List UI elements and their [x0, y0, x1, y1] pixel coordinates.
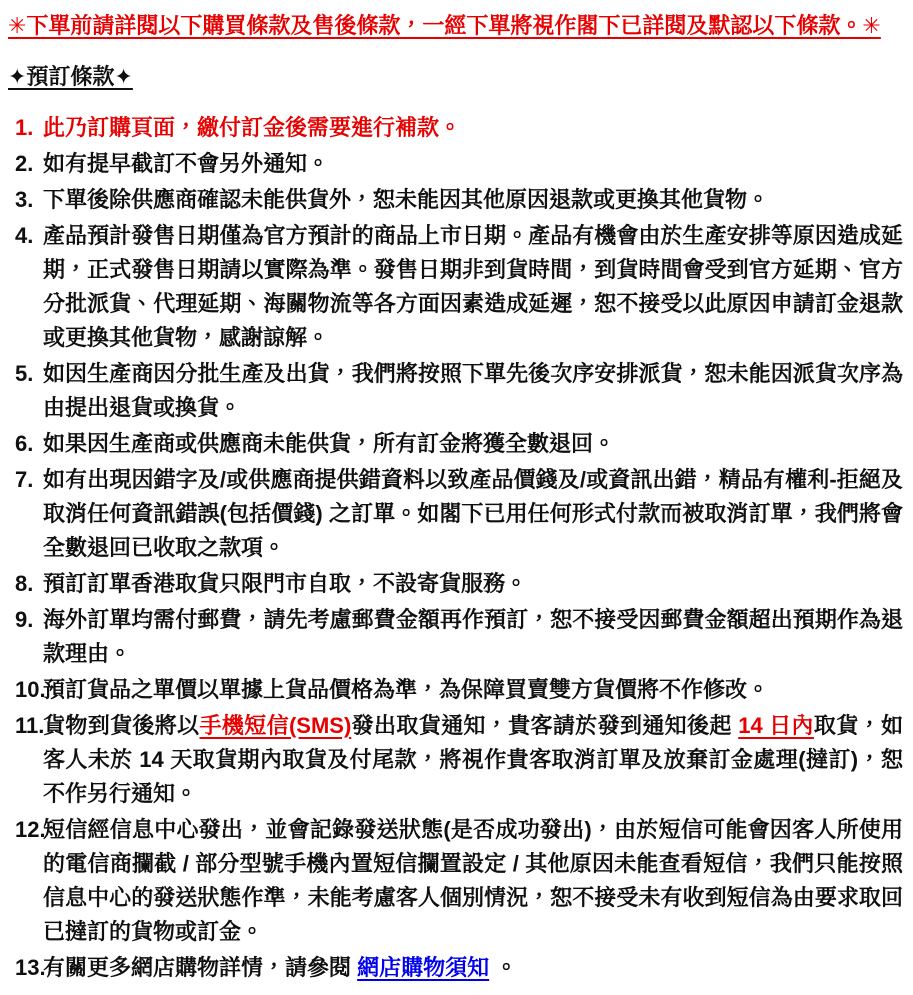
term-number: 6.	[15, 431, 34, 456]
term-item-6	[8, 427, 903, 461]
section-heading-row	[8, 60, 903, 94]
term-number: 3.	[15, 187, 34, 212]
term-number: 13.	[15, 955, 46, 980]
term-text: 下單後除供應商確認未能供貨外，恕未能因其他原因退款或更換其他貨物。	[43, 187, 770, 212]
term-item-9	[8, 603, 903, 671]
term-number: 9.	[15, 607, 34, 632]
term-number: 11.	[15, 713, 45, 738]
term-item-3	[8, 183, 903, 217]
term-text: 如有出現因錯字及/或供應商提供錯資料以致產品價錢及/或資訊出錯，精品有權利-拒絕及取消任何資訊錯誤(包括價錢) 之訂單。如閣下已用任何形式付款而被取消訂單，我們將會全數退回已收取之款項。	[43, 467, 903, 560]
term-text-segment: 取貨，如客人未於 14 天取貨期內取貨及付尾款，將視作貴客取消訂單及放棄訂金處理(撻訂)，恕不作另行通知。	[43, 713, 903, 806]
term-text-segment: 。	[489, 955, 518, 980]
term-number: 10.	[15, 677, 46, 702]
term-text	[43, 955, 517, 980]
term-item-8	[8, 567, 903, 601]
term-text-segment: 有關更多網店購物詳情，請參閱	[43, 955, 358, 980]
term-text: 產品預計發售日期僅為官方預計的商品上市日期。產品有機會由於生產安排等原因造成延期，正式發售日期請以實際為準。發售日期非到貨時間，到貨時間會受到官方延期、官方分批派貨、代理延期、海關物流等各方面因素造成延遲，恕不接受以此原因申請訂金退款或更換其他貨物，感謝諒解。	[43, 223, 903, 350]
term-item-5	[8, 357, 903, 425]
terms-list	[8, 111, 903, 985]
term-text: 此乃訂購頁面，繳付訂金後需要進行補款。	[43, 115, 462, 140]
term-number: 12.	[15, 817, 46, 842]
term-text: 如因生產商因分批生產及出貨，我們將按照下單先後次序安排派貨，恕未能因派貨次序為由提出退貨或換貨。	[43, 361, 903, 420]
term-text: 如有提早截訂不會另外通知。	[43, 151, 330, 176]
term-text: 海外訂單均需付郵費，請先考慮郵費金額再作預訂，恕不接受因郵費金額超出預期作為退款理由。	[43, 607, 903, 666]
term-item-11	[8, 709, 903, 811]
term-number: 1.	[15, 115, 34, 140]
term-number: 4.	[15, 223, 34, 248]
term-item-12	[8, 813, 903, 949]
pickup-deadline-highlight: 14 日內	[738, 713, 814, 738]
term-item-4	[8, 219, 903, 355]
term-text-segment: 貨物到貨後將以	[43, 713, 200, 738]
term-number: 8.	[15, 571, 34, 596]
term-text-segment: 發出取貨通知，貴客請於發到通知後起	[351, 713, 739, 738]
section-heading-preorder-terms: ✦預訂條款✦	[8, 64, 133, 89]
term-text	[43, 713, 903, 806]
term-text: 如果因生產商或供應商未能供貨，所有訂金將獲全數退回。	[43, 431, 616, 456]
term-item-10	[8, 673, 903, 707]
term-number: 5.	[15, 361, 34, 386]
term-text: 預訂貨品之單價以單據上貨品價格為準，為保障買賣雙方貨價將不作修改。	[43, 677, 770, 702]
term-item-7	[8, 463, 903, 565]
term-number: 7.	[15, 467, 34, 492]
term-text: 預訂訂單香港取貨只限門市自取，不設寄貨服務。	[43, 571, 528, 596]
sms-notice-highlight: 手機短信(SMS)	[199, 713, 352, 738]
term-text: 短信經信息中心發出，並會記錄發送狀態(是否成功發出)，由於短信可能會因客人所使用的電信商攔截 / 部分型號手機內置短信攔置設定 / 其他原因未能查看短信，我們只能按照信息中心的發送狀態作準，未能考慮客人個別情況，恕不接受未有收到短信為由要求取回已撻訂的貨物或訂金。	[43, 817, 903, 944]
purchase-notice-banner: ✳下單前請詳閱以下購買條款及售後條款，一經下單將視作閣下已詳閱及默認以下條款。✳	[8, 13, 881, 38]
term-item-2	[8, 147, 903, 181]
term-item-13	[8, 951, 903, 985]
term-item-1	[8, 111, 903, 145]
term-number: 2.	[15, 151, 34, 176]
shop-notice-link[interactable]: 網店購物須知	[357, 955, 490, 980]
